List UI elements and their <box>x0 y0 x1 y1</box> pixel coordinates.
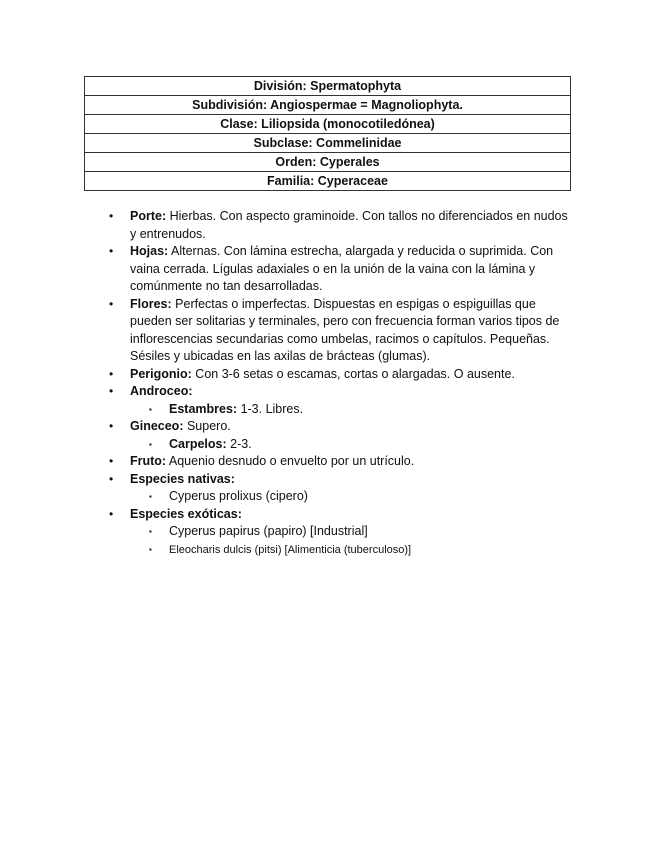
estambres-label: Estambres: <box>169 401 238 416</box>
list-item-hojas <box>109 243 569 296</box>
table-row <box>85 153 571 172</box>
flores-label: Flores: <box>130 296 172 311</box>
order-cell: Orden: Cyperales <box>85 153 571 172</box>
bullet-icon: • <box>109 471 114 486</box>
bullet-icon: • <box>109 366 114 381</box>
square-bullet-icon: ▪ <box>149 492 152 501</box>
bullet-icon: • <box>109 384 114 398</box>
gineceo-label: Gineceo: <box>130 419 184 433</box>
subclass-cell: Subclase: Commelinidae <box>85 134 571 153</box>
bullet-icon: • <box>109 296 114 311</box>
table-row <box>85 77 571 96</box>
class-cell: Clase: Liliopsida (monocotiledónea) <box>85 115 571 134</box>
square-bullet-icon: ▪ <box>149 404 152 414</box>
species-text: Cyperus papirus (papiro) [Industrial] <box>169 524 368 538</box>
list-item-species <box>130 523 569 541</box>
bullet-icon: • <box>109 506 114 521</box>
list-item-flores <box>109 296 569 366</box>
bullet-icon: • <box>109 454 114 468</box>
bullet-icon: • <box>109 419 114 433</box>
bullet-icon: • <box>109 244 114 258</box>
fruto-label: Fruto: <box>130 454 167 468</box>
exoticas-label: Especies exóticas: <box>130 506 242 521</box>
list-item-porte <box>109 208 569 243</box>
list-item-carpelos <box>130 436 569 454</box>
gineceo-sublist <box>130 436 569 454</box>
list-item-species <box>130 541 569 560</box>
square-bullet-icon: ▪ <box>149 527 152 536</box>
gineceo-text: Supero. <box>183 419 231 433</box>
carpelos-text: 2-3. <box>226 436 252 451</box>
nativas-label: Especies nativas: <box>130 471 235 486</box>
carpelos-label: Carpelos: <box>169 436 227 451</box>
list-item-nativas <box>109 471 569 506</box>
square-bullet-icon: ▪ <box>149 544 152 554</box>
list-item-perigonio <box>109 366 569 384</box>
table-row <box>85 96 571 115</box>
flores-text: Perfectas o imperfectas. Dispuestas en espigas o espiguillas que pueden ser solitarias y terminales, pero con frecuencia forman varios tipos de inflorescencias secundarias como umbelas, racimos o capítulos. Pequeñas. Sésiles y ubicadas en las axilas de brácteas (glumas). <box>130 296 560 363</box>
list-item-gineceo <box>109 418 569 453</box>
list-item-estambres <box>130 401 569 419</box>
list-item-androceo <box>109 383 569 418</box>
division-cell: División: Spermatophyta <box>85 77 571 96</box>
perigonio-label: Perigonio: <box>130 366 192 381</box>
subdivision-cell: Subdivisión: Angiospermae = Magnoliophyta. <box>85 96 571 115</box>
porte-text: Hierbas. Con aspecto graminoide. Con tallos no diferenciados en nudos y entrenudos. <box>130 209 568 241</box>
taxonomy-table <box>84 76 571 191</box>
exoticas-sublist <box>130 523 569 559</box>
estambres-text: 1-3. Libres. <box>237 401 304 416</box>
nativas-sublist <box>130 488 569 506</box>
square-bullet-icon: ▪ <box>149 439 152 449</box>
table-row <box>85 134 571 153</box>
table-row <box>85 172 571 191</box>
description-list <box>109 208 569 559</box>
species-text: Eleocharis dulcis (pitsi) [Alimenticia (tuberculoso)] <box>169 543 412 556</box>
hojas-label: Hojas: <box>130 244 169 258</box>
list-item-exoticas <box>109 506 569 560</box>
perigonio-text: Con 3-6 setas o escamas, cortas o alargadas. O ausente. <box>191 366 515 381</box>
porte-label: Porte: <box>130 209 167 223</box>
list-item-fruto <box>109 453 569 471</box>
table-row <box>85 115 571 134</box>
androceo-label: Androceo: <box>130 384 193 398</box>
list-item-species <box>130 488 569 506</box>
hojas-text: Alternas. Con lámina estrecha, alargada y reducida o suprimida. Con vaina cerrada. Lígulas adaxiales o en la unión de la vaina con la lámina y comúnmente no tan desarrolladas. <box>130 244 554 293</box>
androceo-sublist <box>130 401 569 419</box>
fruto-text: Aquenio desnudo o envuelto por un utrículo. <box>166 454 415 468</box>
species-text: Cyperus prolixus (cipero) <box>169 489 308 503</box>
bullet-icon: • <box>109 209 114 223</box>
family-cell: Familia: Cyperaceae <box>85 172 571 191</box>
